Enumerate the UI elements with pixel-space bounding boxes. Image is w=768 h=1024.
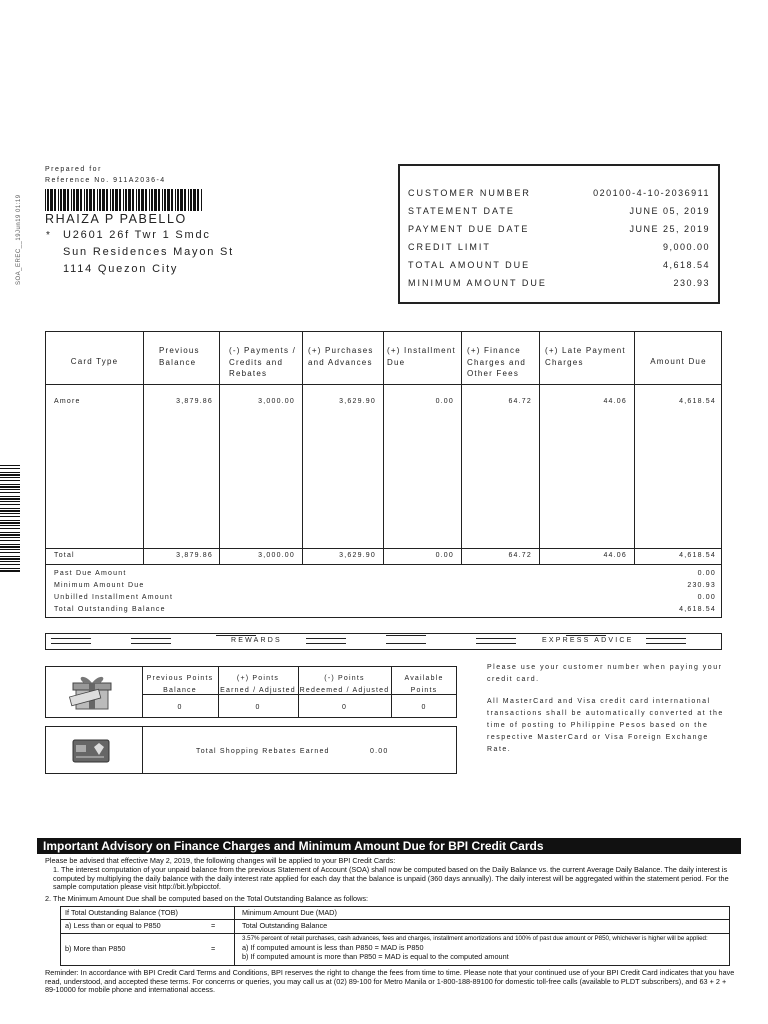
total-label: Total xyxy=(54,552,75,559)
points-header-available: Available Points xyxy=(404,675,444,694)
barcode-bar xyxy=(110,189,111,211)
header-payments: (-) Payments / Credits and Rebates xyxy=(229,346,297,378)
summary-row xyxy=(408,188,710,202)
mad-header-tob: If Total Outstanding Balance (TOB) xyxy=(65,908,178,917)
barcode-bar xyxy=(197,189,199,211)
summary-row xyxy=(408,260,710,274)
mad-row-b-result: 3.57% percent of retail purchases, cash advances, fees and charges, installment amortizations and 100% of past due amount or P850, whichever is higher will be applied: xyxy=(242,935,708,942)
mad-row-b-rule-b: b) If computed amount is more than P850 = MAD is equal to the computed amount xyxy=(242,952,509,961)
account-summary-box xyxy=(398,164,720,304)
barcode-bar xyxy=(0,556,20,557)
header-purchases: (+) Purchases and Advances xyxy=(308,346,374,367)
barcode-bar xyxy=(71,189,72,211)
advisory-intro: Please be advised that effective May 2, 2019, the following changes will be applied to your BPI Credit Cards: xyxy=(45,856,396,865)
barcode-bar xyxy=(0,486,20,488)
barcode-bar xyxy=(0,498,20,500)
barcode-bar xyxy=(177,189,179,211)
barcode-bar xyxy=(99,189,101,211)
barcode-bar xyxy=(119,189,121,211)
points-header-earned: (+) Points Earned / Adjusted xyxy=(220,675,296,694)
summary-value: JUNE 05, 2019 xyxy=(629,206,710,216)
gift-box-icon xyxy=(68,673,118,713)
mad-row-b-rule-a: a) If computed amount is less than P850 = MAD is P850 xyxy=(242,943,424,952)
barcode-bar xyxy=(175,189,176,211)
barcode-bar xyxy=(0,544,20,545)
cell-late-payment: 44.06 xyxy=(603,398,627,405)
summary-value: 9,000.00 xyxy=(662,242,710,252)
points-header-redeemed: (-) Points Redeemed / Adjusted xyxy=(299,675,390,694)
header-late-payment: (+) Late Payment Charges xyxy=(545,346,626,367)
prepared-for-label: Prepared for xyxy=(45,166,102,173)
cell-installment: 0.00 xyxy=(435,398,454,405)
barcode-bar xyxy=(0,537,20,538)
barcode-bar xyxy=(0,477,20,478)
total-payments: 3,000.00 xyxy=(258,552,295,559)
barcode-bar xyxy=(0,492,20,493)
total-late-payment: 44.06 xyxy=(603,552,627,559)
barcode-bar xyxy=(0,534,20,536)
side-barcode xyxy=(0,465,20,573)
barcode-bar xyxy=(162,189,163,211)
total-installment: 0.00 xyxy=(435,552,454,559)
header-card-type: Card Type xyxy=(70,357,119,366)
barcode-bar xyxy=(154,189,157,211)
summary-row xyxy=(408,224,710,238)
points-value-redeemed: 0 xyxy=(341,704,348,711)
advisory-title: Important Advisory on Finance Charges and Minimum Amount Due for BPI Credit Cards xyxy=(37,838,741,854)
summary-label: TOTAL AMOUNT DUE xyxy=(408,260,531,270)
barcode-bar xyxy=(93,189,95,211)
summary-value: 020100-4-10-2036911 xyxy=(593,188,710,198)
barcode-bar xyxy=(58,189,59,211)
side-code: SOA_EREC__19Jun19 01:19 xyxy=(16,194,22,285)
barcode-bar xyxy=(132,189,134,211)
summary-value: JUNE 25, 2019 xyxy=(629,224,710,234)
points-table xyxy=(45,666,457,718)
summary-label: PAYMENT DUE DATE xyxy=(408,224,530,234)
mad-header-mad: Minimum Amount Due (MAD) xyxy=(242,908,337,917)
statement-table xyxy=(45,331,722,618)
barcode-bar xyxy=(0,525,20,526)
footer-value: 0.00 xyxy=(697,570,716,577)
express-advice-text xyxy=(487,662,727,756)
summary-value: 4,618.54 xyxy=(662,260,710,270)
rewards-advice-banner xyxy=(45,633,722,650)
address-bullet: * xyxy=(46,230,50,241)
total-purchases: 3,629.90 xyxy=(339,552,376,559)
footer-value: 4,618.54 xyxy=(679,606,716,613)
barcode-bar xyxy=(128,189,131,211)
barcode-bar xyxy=(0,508,20,509)
barcode-bar xyxy=(171,189,173,211)
header-previous-balance: Previous Balance xyxy=(159,346,200,367)
barcode-bar xyxy=(0,532,20,533)
barcode-bar xyxy=(0,568,20,569)
barcode-bar xyxy=(0,474,20,476)
address-line-3: 1114 Quezon City xyxy=(63,263,179,275)
barcode-bar xyxy=(0,504,20,505)
barcode-bar xyxy=(149,189,150,211)
mad-row-a-equals: = xyxy=(211,921,216,930)
total-previous-balance: 3,879.86 xyxy=(176,552,213,559)
barcode-bar xyxy=(50,189,53,211)
barcode-bar xyxy=(145,189,147,211)
barcode-bar xyxy=(201,189,202,211)
address-line-1: U2601 26f Twr 1 Smdc xyxy=(63,229,211,241)
barcode-bar xyxy=(0,520,20,521)
barcode-bar xyxy=(112,189,114,211)
barcode-bar xyxy=(102,189,105,211)
advice-paragraph: All MasterCard and Visa credit card international transactions shall be automatically converted at the time of posting to Philippine Pesos based on the respective MasterCard or Visa Foreign Exchange Rate. xyxy=(487,698,724,753)
barcode-bar xyxy=(67,189,69,211)
barcode-bar xyxy=(151,189,153,211)
cell-amount-due: 4,618.54 xyxy=(679,398,716,405)
barcode-bar xyxy=(63,189,66,211)
barcode-bar xyxy=(60,189,62,211)
mad-row-a-result: Total Outstanding Balance xyxy=(242,921,328,930)
summary-label: CREDIT LIMIT xyxy=(408,242,491,252)
barcode-bar xyxy=(167,189,170,211)
reference-number: Reference No. 911A2036-4 xyxy=(45,177,166,184)
barcode-bar xyxy=(0,496,20,497)
barcode-bar xyxy=(0,549,20,550)
footer-value: 230.93 xyxy=(687,582,716,589)
rebates-box xyxy=(45,726,457,774)
barcode-bar xyxy=(0,522,20,524)
footer-value: 0.00 xyxy=(697,594,716,601)
points-header-previous: Previous Points Balance xyxy=(146,675,214,694)
barcode-bar xyxy=(0,552,20,553)
barcode-bar xyxy=(188,189,189,211)
barcode-bar xyxy=(0,540,20,541)
points-value-previous: 0 xyxy=(177,704,183,711)
summary-label: CUSTOMER NUMBER xyxy=(408,188,531,198)
barcode-bar xyxy=(193,189,196,211)
barcode-bar xyxy=(84,189,85,211)
summary-row xyxy=(408,242,710,256)
barcode-bar xyxy=(190,189,192,211)
barcode-bar xyxy=(97,189,98,211)
customer-name: RHAIZA P PABELLO xyxy=(45,212,187,226)
mad-table xyxy=(60,906,730,966)
rewards-heading: REWARDS xyxy=(231,637,282,644)
barcode-bar xyxy=(141,189,144,211)
barcode-bar xyxy=(80,189,82,211)
barcode-bar xyxy=(0,501,20,502)
barcode-bar xyxy=(136,189,137,211)
advice-paragraph: Please use your customer number when paying your credit card. xyxy=(487,664,723,683)
barcode-bar xyxy=(0,516,20,517)
barcode-bar xyxy=(0,510,20,512)
advisory-item-2: 2. The Minimum Amount Due shall be computed based on the Total Outstanding Balance as follows: xyxy=(45,894,369,903)
barcode-bar xyxy=(0,546,20,548)
barcode-bar xyxy=(125,189,127,211)
barcode-bar xyxy=(0,489,20,490)
mad-row-a-condition: a) Less than or equal to P850 xyxy=(65,921,161,930)
footer-label: Unbilled Installment Amount xyxy=(54,594,174,601)
cell-payments: 3,000.00 xyxy=(258,398,295,405)
cell-previous-balance: 3,879.86 xyxy=(176,398,213,405)
barcode-bar xyxy=(45,189,46,211)
barcode-bar xyxy=(47,189,49,211)
barcode-bar xyxy=(164,189,166,211)
rebates-label: Total Shopping Rebates Earned xyxy=(196,748,330,755)
address-line-2: Sun Residences Mayon St xyxy=(63,246,235,258)
barcode xyxy=(45,189,203,211)
barcode-bar xyxy=(0,561,20,562)
barcode-bar xyxy=(89,189,92,211)
points-value-available: 0 xyxy=(421,704,427,711)
summary-row xyxy=(408,278,710,292)
cell-finance-charges: 64.72 xyxy=(508,398,532,405)
total-finance-charges: 64.72 xyxy=(508,552,532,559)
barcode-bar xyxy=(0,465,20,466)
mad-row-b-equals: = xyxy=(211,944,216,953)
summary-label: STATEMENT DATE xyxy=(408,206,515,216)
express-advice-heading: EXPRESS ADVICE xyxy=(542,637,634,644)
barcode-bar xyxy=(138,189,140,211)
cell-card-type: Amore xyxy=(54,398,81,405)
credit-card-icon xyxy=(72,739,110,763)
advisory-reminder: Reminder: In accordance with BPI Credit Card Terms and Conditions, BPI reserves the right to change the fees from time to time. Please note that your continued use of your BPI Credit Card indicates that you have read, understood, and accepted these terms. For concerns or queries, you may call us at (02) 89-100 for Metro Manila or 1-800-188-89100 for domestic toll-free calls (available to PLDT subscribers), and 63 + 2 + 89-10000 for mobile phone and international access. xyxy=(45,968,735,995)
barcode-bar xyxy=(0,528,20,529)
barcode-bar xyxy=(0,564,20,565)
barcode-bar xyxy=(0,480,20,481)
summary-value: 230.93 xyxy=(673,278,710,288)
barcode-bar xyxy=(115,189,118,211)
barcode-bar xyxy=(0,570,20,572)
header-installment: (+) Installment Due xyxy=(387,346,456,367)
barcode-bar xyxy=(158,189,160,211)
footer-label: Past Due Amount xyxy=(54,570,127,577)
header-finance-charges: (+) Finance Charges and Other Fees xyxy=(467,346,527,378)
summary-row xyxy=(408,206,710,220)
advisory-item-1: 1. The interest computation of your unpaid balance from the previous Statement of Account (SOA) shall now be computed based on the Daily Balance vs. the current Average Daily Balance. The daily interest is computed by multiplying the daily balance with the daily interest rate applied for each day that the balance is unpaid (360 days annually). The daily interest will be aggregated within the statement period. For the sample computation please visit http://bit.ly/bpicctof. xyxy=(53,865,729,892)
footer-label: Minimum Amount Due xyxy=(54,582,145,589)
cell-purchases: 3,629.90 xyxy=(339,398,376,405)
barcode-bar xyxy=(0,558,20,560)
footer-label: Total Outstanding Balance xyxy=(54,606,166,613)
mad-row-b-condition: b) More than P850 xyxy=(65,944,126,953)
barcode-bar xyxy=(123,189,124,211)
header-amount-due: Amount Due xyxy=(650,357,707,366)
rebates-value: 0.00 xyxy=(370,748,389,755)
summary-label: MINIMUM AMOUNT DUE xyxy=(408,278,547,288)
barcode-bar xyxy=(184,189,186,211)
barcode-bar xyxy=(180,189,183,211)
barcode-bar xyxy=(76,189,79,211)
barcode-bar xyxy=(86,189,88,211)
barcode-bar xyxy=(73,189,75,211)
total-amount-due: 4,618.54 xyxy=(679,552,716,559)
barcode-bar xyxy=(0,472,20,473)
points-value-earned: 0 xyxy=(255,704,261,711)
barcode-bar xyxy=(106,189,108,211)
barcode-bar xyxy=(0,484,20,485)
barcode-bar xyxy=(0,513,20,514)
barcode-bar xyxy=(54,189,56,211)
barcode-bar xyxy=(0,468,20,469)
